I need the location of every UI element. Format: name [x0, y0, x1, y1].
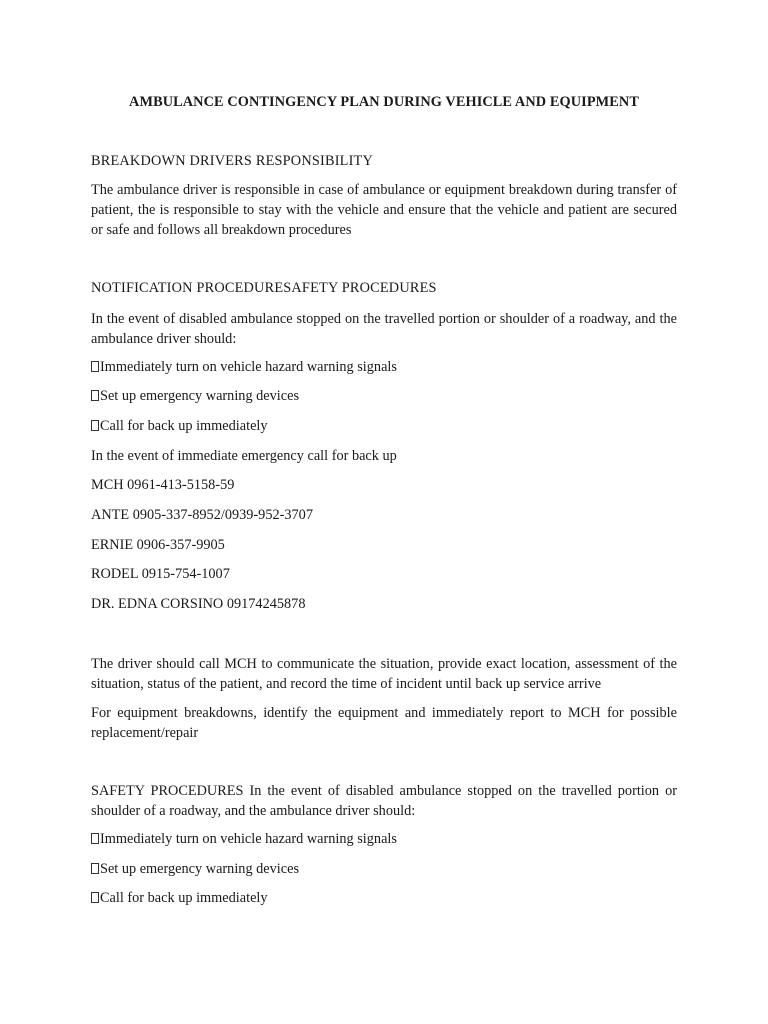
section-heading-notification: NOTIFICATION PROCEDURESAFETY PROCEDURES: [91, 280, 437, 296]
checkbox-bullet-icon: [91, 420, 99, 431]
checkbox-bullet-icon: [91, 390, 99, 401]
backup-intro: In the event of immediate emergency call for back up: [91, 448, 397, 464]
list-item: [91, 890, 677, 907]
list-item-text: Call for back up immediately: [100, 890, 268, 906]
contact-line: ERNIE 0906-357-9905: [91, 537, 225, 553]
list-item: [91, 388, 677, 405]
checkbox-bullet-icon: [91, 833, 99, 844]
contact-line: ANTE 0905-337-8952/0939-952-3707: [91, 507, 313, 523]
list-item-text: Immediately turn on vehicle hazard warning signals: [100, 359, 397, 375]
list-item: [91, 831, 677, 848]
list-item-text: Immediately turn on vehicle hazard warning signals: [100, 831, 397, 847]
notification-intro: In the event of disabled ambulance stopped on the travelled portion or shoulder of a roadway, and the ambulance driver should:: [91, 311, 677, 347]
section-body-breakdown: The ambulance driver is responsible in case of ambulance or equipment breakdown during transfer of patient, the is responsible to stay with the vehicle and ensure that the vehicle and patient are secured or safe and follows all breakdown procedures: [91, 182, 677, 238]
contact-line: RODEL 0915-754-1007: [91, 566, 230, 582]
checkbox-bullet-icon: [91, 892, 99, 903]
list-item-text: Call for back up immediately: [100, 418, 268, 434]
contact-line: DR. EDNA CORSINO 09174245878: [91, 596, 306, 612]
checkbox-bullet-icon: [91, 863, 99, 874]
document-title: AMBULANCE CONTINGENCY PLAN DURING VEHICLE AND EQUIPMENT: [129, 94, 639, 110]
list-item-text: Set up emergency warning devices: [100, 388, 300, 404]
equipment-instructions: For equipment breakdowns, identify the equipment and immediately report to MCH for possible replacement/repair: [91, 705, 677, 741]
checkbox-bullet-icon: [91, 361, 99, 372]
call-instructions: The driver should call MCH to communicate the situation, provide exact location, assessment of the situation, status of the patient, and record the time of incident until back up service arrive: [91, 656, 677, 692]
safety-procedures-text: SAFETY PROCEDURES In the event of disabled ambulance stopped on the travelled portion or shoulder of a roadway, and the ambulance driver should:: [91, 783, 677, 819]
list-item: [91, 359, 677, 376]
contact-line: MCH 0961-413-5158-59: [91, 477, 235, 493]
list-item: [91, 418, 677, 435]
list-item-text: Set up emergency warning devices: [100, 861, 300, 877]
section-heading-breakdown: BREAKDOWN DRIVERS RESPONSIBILITY: [91, 153, 374, 169]
list-item: [91, 861, 677, 878]
